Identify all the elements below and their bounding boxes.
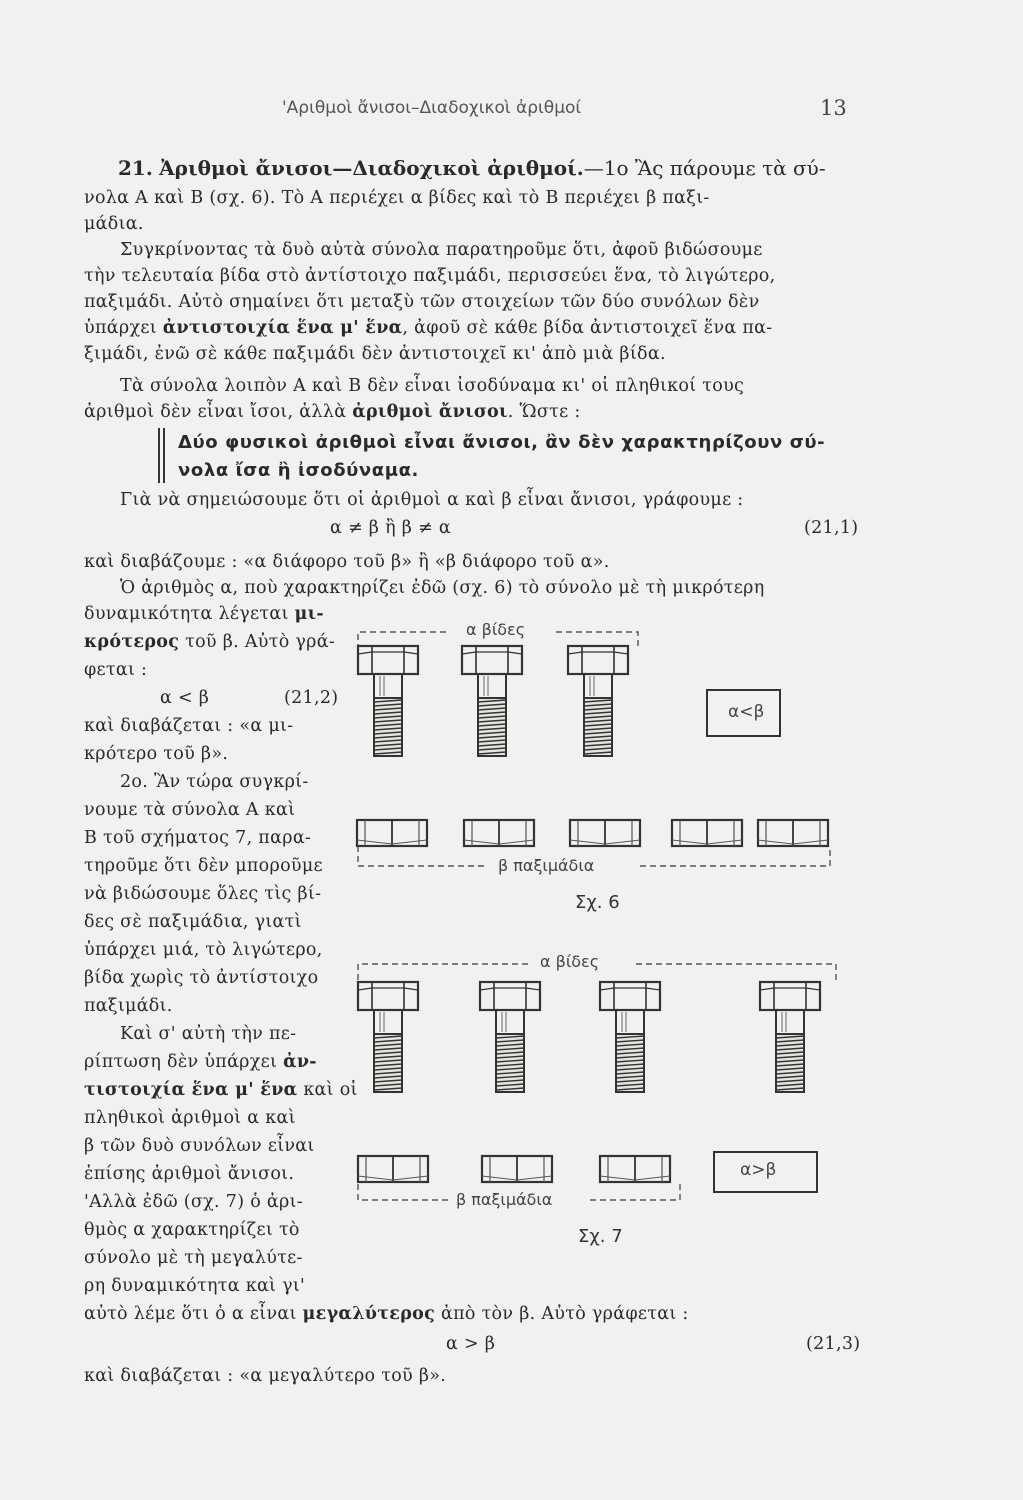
nut-icon xyxy=(464,820,534,846)
bracket-line xyxy=(590,1184,680,1200)
text-line: κρότερο τοῦ β». xyxy=(84,744,229,764)
text-line: θμὸς α χαρακτηρίζει τὸ xyxy=(84,1220,300,1240)
bracket-line xyxy=(358,1184,448,1200)
section-intro: —1ο Ἂς πάρουμε τὰ σύ- xyxy=(583,156,826,180)
text-line: Β τοῦ σχήματος 7, παρα- xyxy=(84,828,312,848)
emphasis: ἀντιστοιχία ἕνα μ' ἕνα xyxy=(162,318,403,338)
definition-line: Δύο φυσικοὶ ἀριθμοὶ εἶναι ἄνισοι, ἂν δὲν χαρακτηρίζουν σύ- xyxy=(178,432,826,453)
text-line: ρη δυναμικότητα καὶ γι' xyxy=(84,1276,306,1296)
text-line: παξιμάδι. xyxy=(84,996,173,1016)
text-line: 'Αλλὰ ἐδῶ (σχ. 7) ὁ ἀρι- xyxy=(84,1192,303,1212)
nut-icon xyxy=(672,820,742,846)
nut-icon xyxy=(570,820,640,846)
section-title: Ἀριθμοὶ ἄνισοι—Διαδοχικοὶ ἀριθμοί. xyxy=(159,156,584,180)
text-line: φεται : xyxy=(84,660,148,680)
bolt-icon xyxy=(358,646,418,756)
text-line: νουμε τὰ σύνολα Α καὶ xyxy=(84,800,296,820)
text-line: δυναμικότητα λέγεται μι- xyxy=(84,604,324,624)
nut-icon xyxy=(758,820,828,846)
fig7-top-label: α βίδες xyxy=(540,952,600,971)
bolt-icon xyxy=(760,982,820,1092)
text-line: τὴν τελευταία βίδα στὸ ἀντίστοιχο παξιμάδι, περισσεύει ἕνα, τὸ λιγώτερο, xyxy=(84,266,776,286)
equation: α > β xyxy=(446,1334,496,1354)
equation-number: (21,2) xyxy=(284,688,339,708)
text-line: κρότερος τοῦ β. Αὐτὸ γρά- xyxy=(84,632,336,652)
fig6-top-label: α βίδες xyxy=(466,620,526,639)
bolt-icon xyxy=(480,982,540,1092)
text-line: Τὰ σύνολα λοιπὸν Α καὶ Β δὲν εἶναι ἰσοδύναμα κι' οἱ πληθικοί τους xyxy=(120,376,745,396)
text-line: βίδα χωρὶς τὸ ἀντίστοιχο xyxy=(84,968,319,988)
text-line: ρίπτωση δὲν ὑπάρχει ἀν- xyxy=(84,1052,317,1072)
text-line: τιστοιχία ἕνα μ' ἕνα καὶ οἱ xyxy=(84,1080,358,1100)
text-line: τηροῦμε ὅτι δὲν μποροῦμε xyxy=(84,856,323,876)
equation-number: (21,3) xyxy=(806,1334,861,1354)
running-title: 'Αριθμοὶ ἄνισοι–Διαδοχικοὶ ἀριθμοί xyxy=(282,98,582,118)
nut-icon xyxy=(357,820,427,846)
nut-icon xyxy=(482,1156,552,1182)
text-line: παξιμάδι. Αὐτὸ σημαίνει ὅτι μεταξὺ τῶν στοιχείων τῶν δύο συνόλων δὲν xyxy=(84,292,760,312)
text-line: μάδια. xyxy=(84,214,144,234)
page-number: 13 xyxy=(820,96,847,120)
equation-number: (21,1) xyxy=(804,518,859,538)
figure-6 xyxy=(357,632,830,866)
bolt-icon xyxy=(568,646,628,756)
emphasis: ἀριθμοὶ ἄνισοι xyxy=(352,402,508,422)
nut-icon xyxy=(600,1156,670,1182)
fig7-relation: α>β xyxy=(740,1160,777,1180)
text-line: ὑπάρχει μιά, τὸ λιγώτερο, xyxy=(84,940,323,960)
fig6-caption: Σχ. 6 xyxy=(575,892,620,913)
equation: α < β xyxy=(160,688,210,708)
nut-icon xyxy=(358,1156,428,1182)
text-line: νολα Α καὶ Β (σχ. 6). Τὸ Α περιέχει α βίδες καὶ τὸ Β περιέχει β παξι- xyxy=(84,188,710,208)
text-line: δες σὲ παξιμάδια, γιατὶ xyxy=(84,912,302,932)
fig7-caption: Σχ. 7 xyxy=(578,1226,623,1247)
bracket-line xyxy=(358,846,488,866)
bolt-icon xyxy=(462,646,522,756)
text-line: καὶ διαβάζεται : «α μεγαλύτερο τοῦ β». xyxy=(84,1366,447,1386)
definition-line: νολα ἴσα ἢ ἰσοδύναμα. xyxy=(178,460,419,481)
text-line: ὑπάρχει ἀντιστοιχία ἕνα μ' ἕνα, ἀφοῦ σὲ κάθε βίδα ἀντιστοιχεῖ ἕνα πα- xyxy=(84,318,773,338)
text-line: 2ο. Ἂν τώρα συγκρί- xyxy=(120,772,309,792)
text-line: καὶ διαβάζουμε : «α διάφορο τοῦ β» ἢ «β διάφορο τοῦ α». xyxy=(84,552,610,572)
text-line: Συγκρίνοντας τὰ δυὸ αὐτὰ σύνολα παρατηροῦμε ὅτι, ἀφοῦ βιδώσουμε xyxy=(120,240,763,260)
text-line: ξιμάδι, ἐνῶ σὲ κάθε παξιμάδι δὲν ἀντιστοιχεῖ κι' ἀπὸ μιὰ βίδα. xyxy=(84,344,666,364)
text-line: αὐτὸ λέμε ὅτι ὁ α εἶναι μεγαλύτερος ἀπὸ τὸν β. Αὐτὸ γράφεται : xyxy=(84,1304,689,1324)
text-line: Καὶ σ' αὐτὴ τὴν πε- xyxy=(120,1024,297,1044)
bolt-icon xyxy=(600,982,660,1092)
text-line: ἐπίσης ἀριθμοὶ ἄνισοι. xyxy=(84,1164,295,1184)
fig6-bottom-label: β παξιμάδια xyxy=(498,856,595,875)
bolt-icon xyxy=(358,982,418,1092)
text-line: Ὁ ἀριθμὸς α, ποὺ χαρακτηρίζει ἐδῶ (σχ. 6) τὸ σύνολο μὲ τὴ μικρότερη xyxy=(120,578,765,598)
bracket-line xyxy=(358,964,530,980)
text-line: καὶ διαβάζεται : «α μι- xyxy=(84,716,294,736)
equation: α ≠ β ἢ β ≠ α xyxy=(330,518,451,538)
bracket-line xyxy=(640,846,830,866)
bracket-line xyxy=(636,964,836,980)
text-line: β τῶν δυὸ συνόλων εἶναι xyxy=(84,1136,315,1156)
fig7-bottom-label: β παξιμάδια xyxy=(456,1190,553,1209)
text-line: ἀριθμοὶ δὲν εἶναι ἴσοι, ἀλλὰ ἀριθμοὶ ἄνισοι. Ὥστε : xyxy=(84,402,581,422)
text-line: σύνολο μὲ τὴ μεγαλύτε- xyxy=(84,1248,303,1268)
text-line: νὰ βιδώσουμε ὅλες τὶς βί- xyxy=(84,884,322,904)
text-line: Γιὰ νὰ σημειώσουμε ὅτι οἱ ἀριθμοὶ α καὶ β εἶναι ἄνισοι, γράφουμε : xyxy=(120,490,744,510)
text-line: πληθικοὶ ἀριθμοὶ α καὶ xyxy=(84,1108,296,1128)
section-number: 21. xyxy=(118,156,153,180)
fig6-relation: α<β xyxy=(728,702,765,722)
